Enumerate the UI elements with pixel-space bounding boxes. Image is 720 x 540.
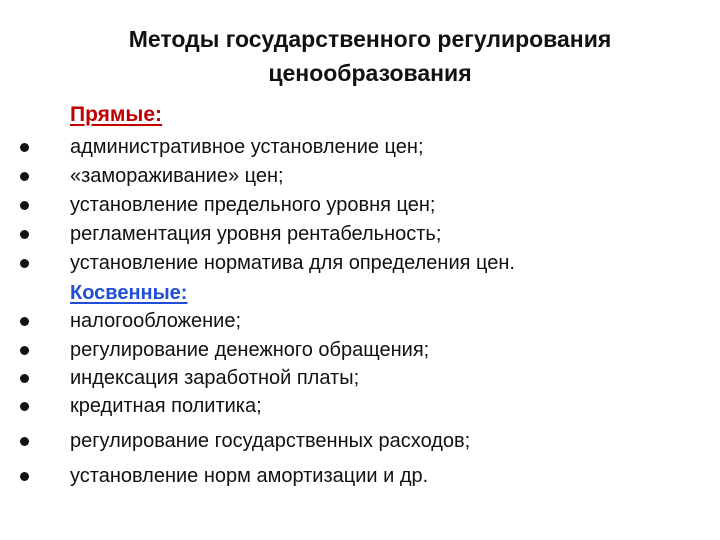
- list-item-text: регулирование государственных расходов;: [70, 429, 471, 452]
- slide-title: [60, 22, 680, 90]
- bullet-icon: [20, 402, 29, 411]
- bullet-icon: [20, 230, 29, 239]
- bullet-icon: [20, 259, 29, 268]
- title-line-2: ценообразования: [268, 60, 472, 86]
- bullet-icon: [20, 317, 29, 326]
- direct-methods-heading: Прямые:: [70, 103, 163, 126]
- list-item-text: «замораживание» цен;: [70, 164, 284, 187]
- list-item-text: регулирование денежного обращения;: [70, 338, 430, 361]
- bullet-icon: [20, 374, 29, 383]
- list-item-text: кредитная политика;: [70, 394, 262, 417]
- bullet-icon: [20, 472, 29, 481]
- list-item-text: индексация заработной платы;: [70, 366, 360, 389]
- bullet-icon: [20, 172, 29, 181]
- bullet-icon: [20, 346, 29, 355]
- list-item-text: административное установление цен;: [70, 135, 424, 158]
- list-item-text: установление норматива для определения цен.: [70, 251, 515, 274]
- list-item-text: установление предельного уровня цен;: [70, 193, 436, 216]
- list-item-text: установление норм амортизации и др.: [70, 464, 429, 487]
- bullet-icon: [20, 437, 29, 446]
- bullet-icon: [20, 201, 29, 210]
- bullet-icon: [20, 143, 29, 152]
- list-item-text: регламентация уровня рентабельность;: [70, 222, 442, 245]
- title-line-1: Методы государственного регулирования: [128, 26, 612, 52]
- indirect-methods-heading: Косвенные:: [70, 282, 188, 304]
- list-item-text: налогообложение;: [70, 309, 242, 332]
